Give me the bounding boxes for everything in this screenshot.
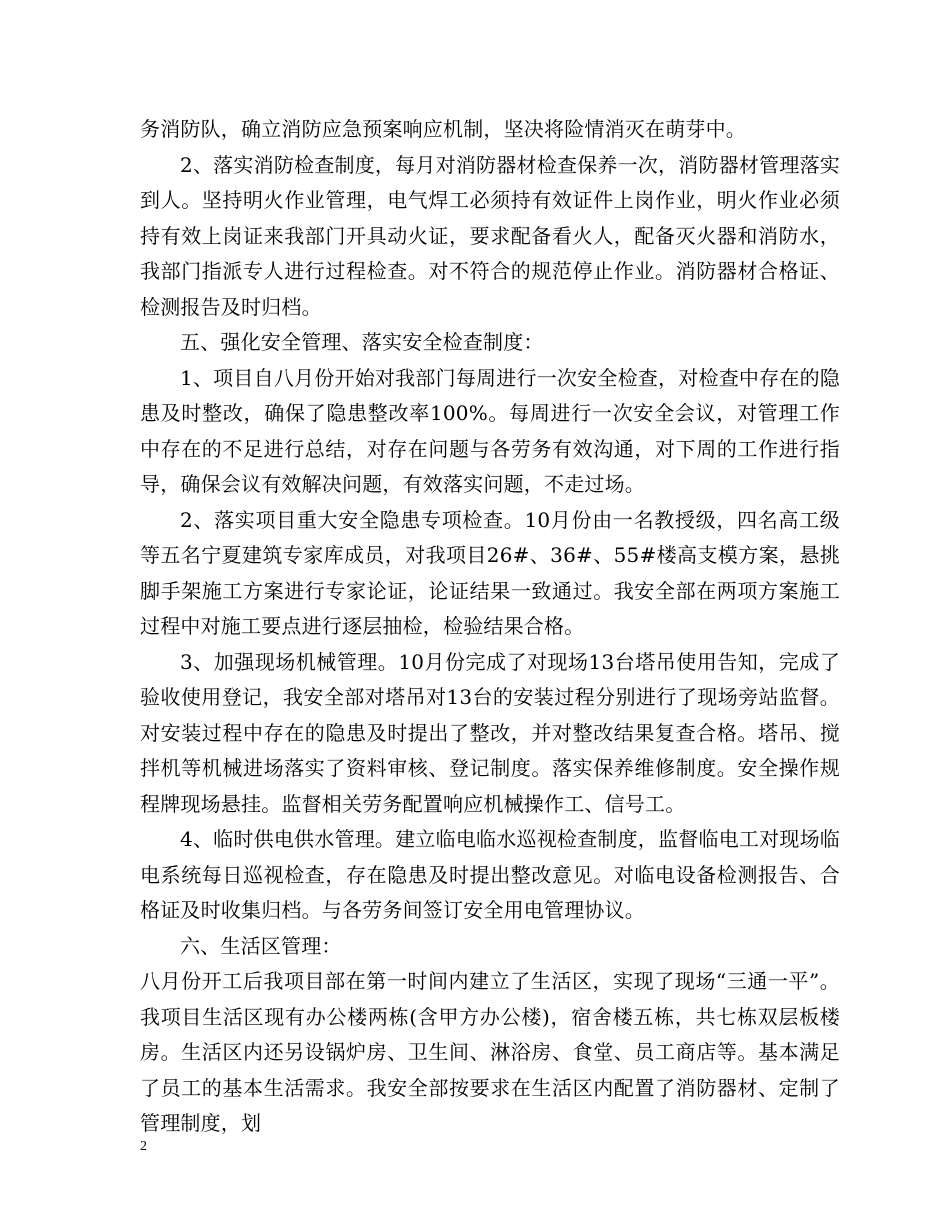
paragraph: 1、项目自八月份开始对我部门每周进行一次安全检查，对检查中存在的隐患及时整改，确保了隐患整改率100%。每周进行一次安全会议，对管理工作中存在的不足进行总结，对存在问题与各劳务有效沟通，对下周的工作进行指导，确保会议有效解决问题，有效落实问题，不走过场。	[140, 365, 840, 496]
paragraph: 八月份开工后我项目部在第一时间内建立了生活区，实现了现场“三通一平”。我项目生活区现有办公楼两栋(含甲方办公楼)，宿舍楼五栋，共七栋双层板楼房。生活区内还另设锅炉房、卫生间、淋浴房、食堂、员工商店等。基本满足了员工的基本生活需求。我安全部按要求在生活区内配置了消防器材、定制了管理制度，划	[140, 969, 840, 1135]
document-body	[140, 112, 840, 1142]
paragraph: 2、落实消防检查制度，每月对消防器材检查保养一次，消防器材管理落实到人。坚持明火作业管理，电气焊工必须持有效证件上岗作业，明火作业必须持有效上岗证来我部门开具动火证，要求配备看火人，配备灭火器和消防水，我部门指派专人进行过程检查。对不符合的规范停止作业。消防器材合格证、检测报告及时归档。	[140, 152, 840, 319]
page-number: 2	[140, 1139, 147, 1154]
paragraph: 3、加强现场机械管理。10月份完成了对现场13台塔吊使用告知，完成了验收使用登记，我安全部对塔吊对13台的安装过程分别进行了现场旁站监督。对安装过程中存在的隐患及时提出了整改，并对整改结果复查合格。塔吊、搅拌机等机械进场落实了资料审核、登记制度。落实保养维修制度。安全操作规程牌现场悬挂。监督相关劳务配置响应机械操作工、信号工。	[140, 649, 840, 816]
paragraph: 务消防队，确立消防应急预案响应机制，坚决将险情消灭在萌芽中。	[140, 117, 746, 141]
paragraph: 4、临时供电供水管理。建立临电临水巡视检查制度，监督临电工对现场临电系统每日巡视检查，存在隐患及时提出整改意见。对临电设备检测报告、合格证及时收集归档。与各劳务间签订安全用电管理协议。	[140, 827, 840, 922]
section-heading: 六、生活区管理：	[180, 933, 342, 958]
paragraph: 2、落实项目重大安全隐患专项检查。10月份由一名教授级，四名高工级等五名宁夏建筑专家库成员，对我项目26#、36#、55#楼高支模方案，悬挑脚手架施工方案进行专家论证，论证结果一致通过。我安全部在两项方案施工过程中对施工要点进行逐层抽检，检验结果合格。	[140, 507, 840, 638]
section-heading: 五、强化安全管理、落实安全检查制度：	[180, 330, 544, 354]
